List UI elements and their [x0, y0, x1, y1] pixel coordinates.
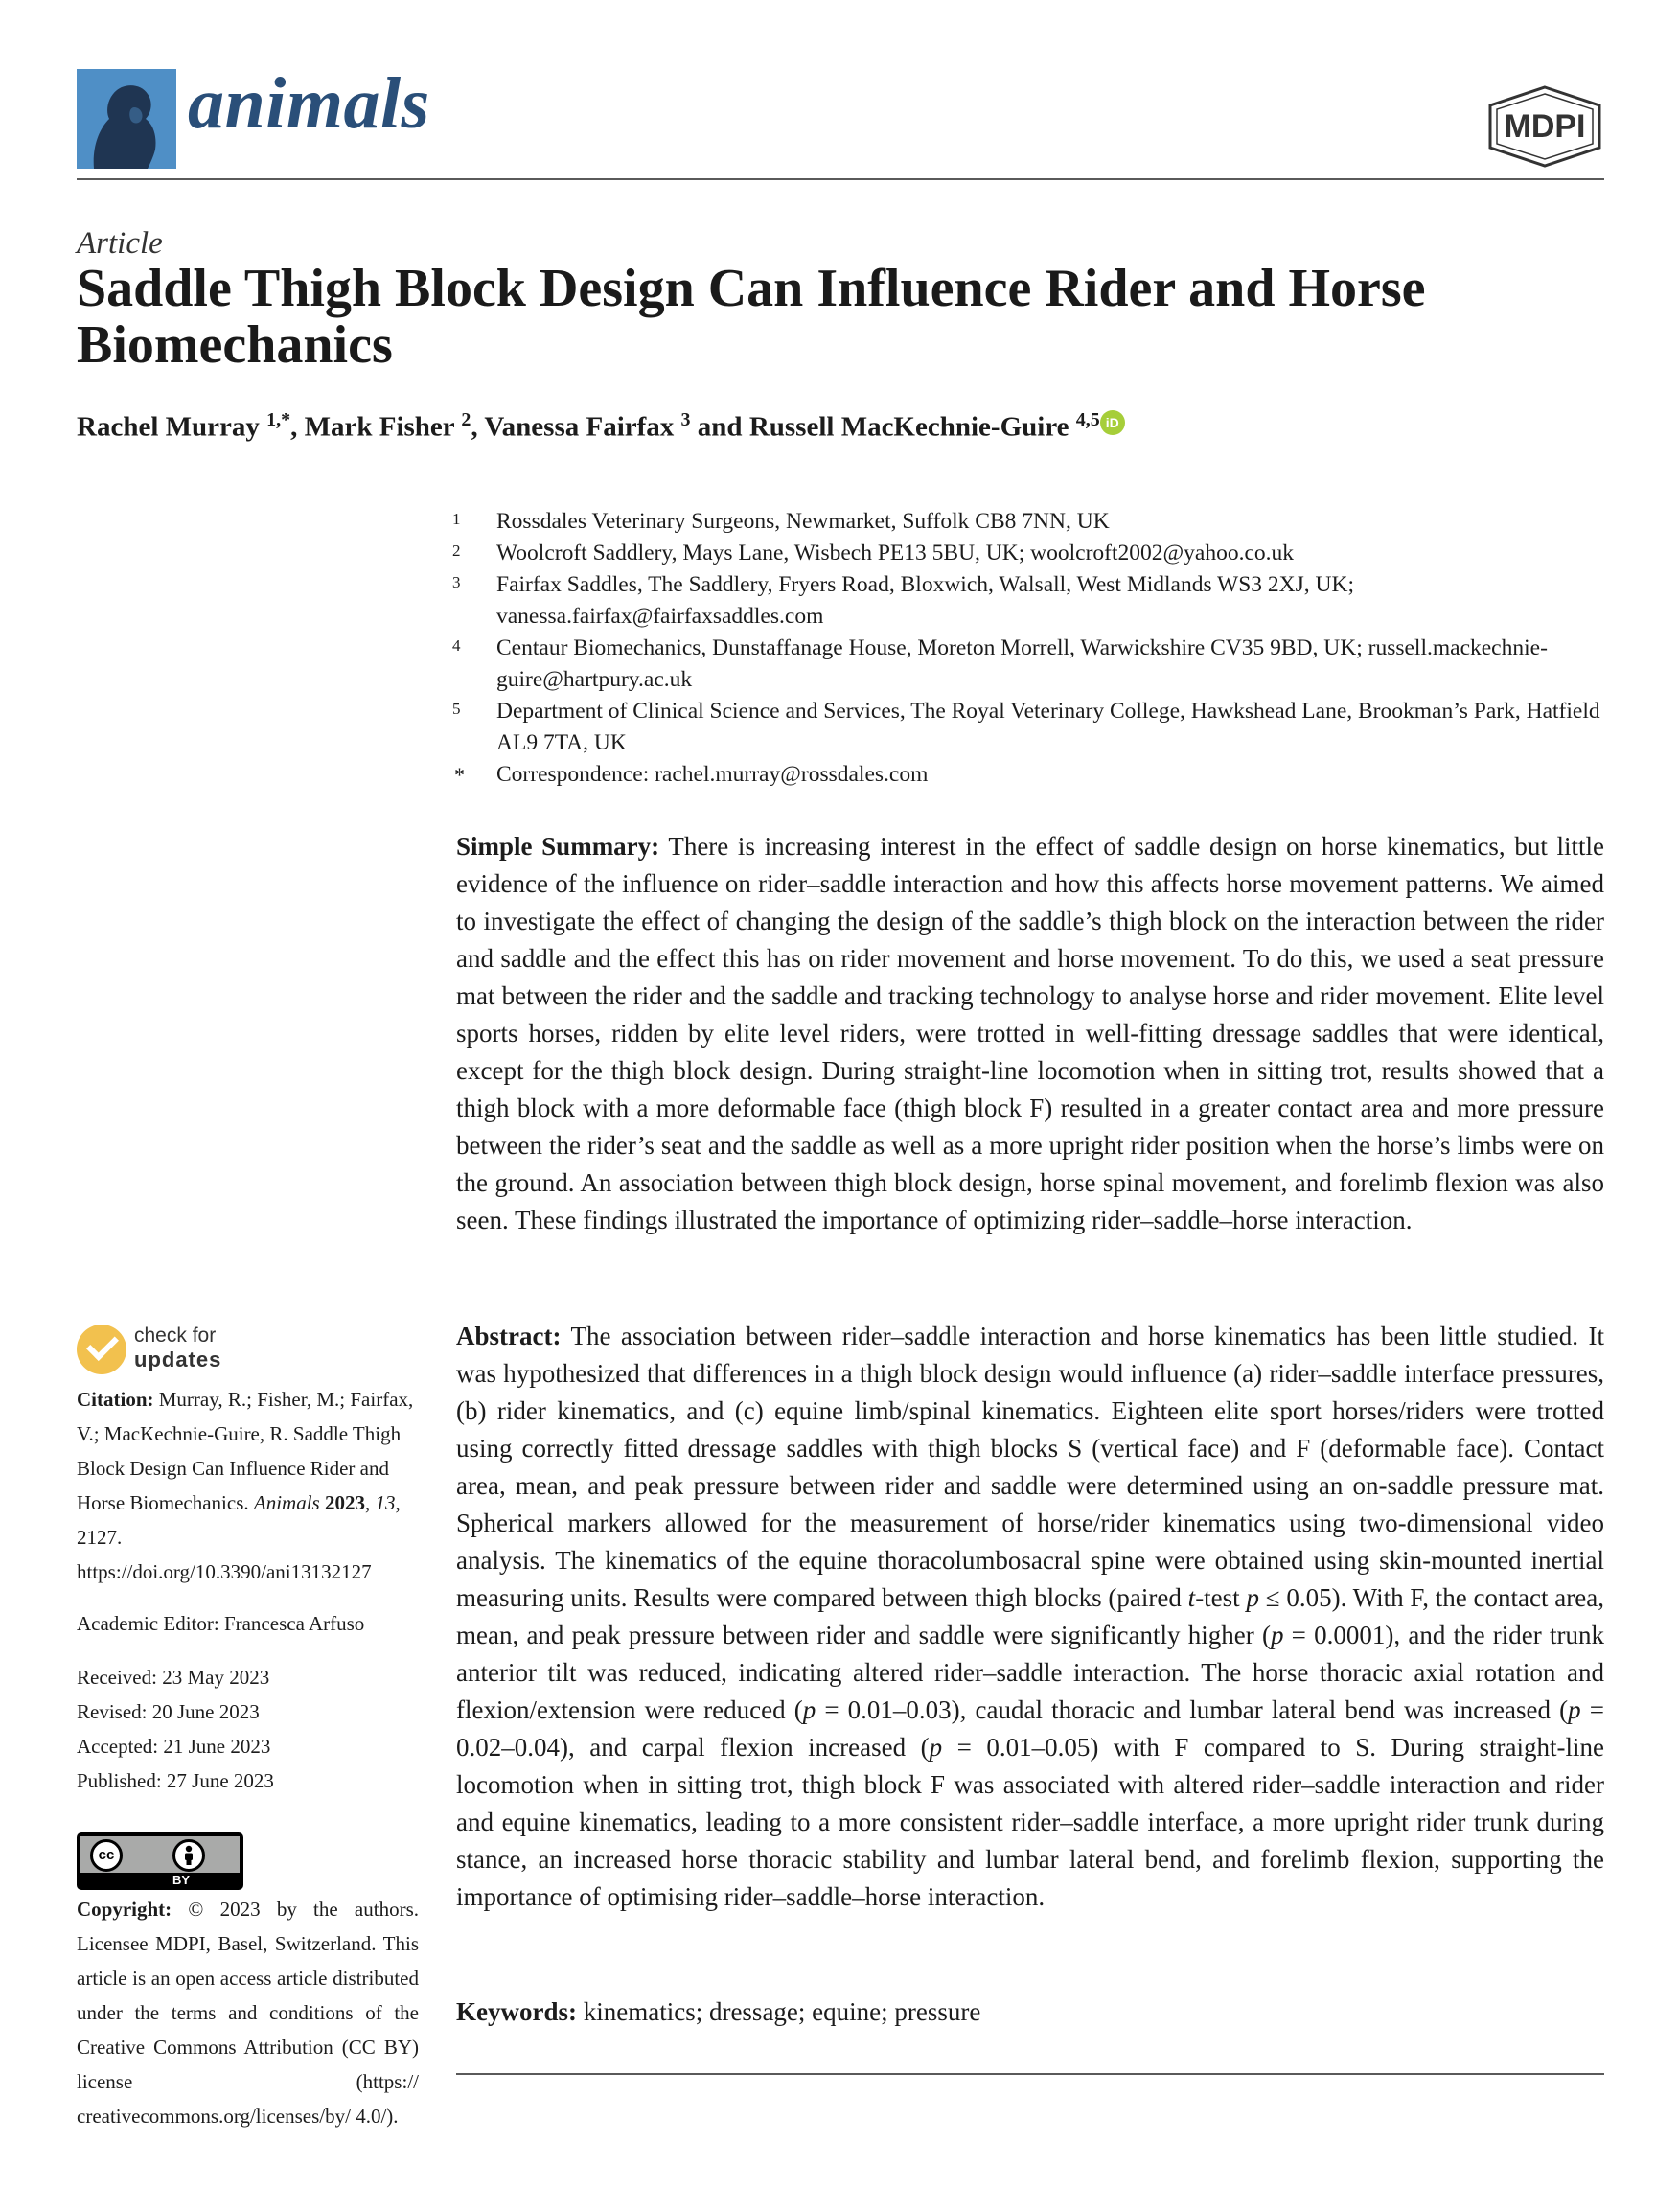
correspondence-text: Correspondence: rachel.murray@rossdales.com — [496, 762, 929, 787]
abstract-italic: t — [1187, 1583, 1196, 1612]
journal-logo — [77, 69, 176, 169]
cc-by-license-badge[interactable] — [77, 1832, 243, 1890]
accepted-date: Accepted: 21 June 2023 — [77, 1735, 271, 1758]
affiliation-text: Rossdales Veterinary Surgeons, Newmarket, Suffolk CB8 7NN, UK — [496, 509, 1110, 534]
abstract-text: = 0.02–0.04), and carpal flexion increased ( — [456, 1695, 1604, 1762]
cc-by-label: BY — [172, 1873, 190, 1887]
citation-journal: Animals — [253, 1491, 320, 1514]
article-type: Article — [77, 226, 163, 261]
citation-text: Murray, R.; Fisher, M.; Fairfax, V.; MacKechnie-Guire, R. Saddle Thigh Block Design Can Influence Rider and Horse Biomechanics. — [77, 1388, 414, 1514]
author-separator: and — [690, 411, 749, 443]
orcid-icon[interactable] — [1100, 410, 1125, 435]
abstract-italic: p — [1270, 1621, 1284, 1649]
affiliations — [450, 506, 1600, 791]
affiliation-number: 1 — [452, 510, 461, 528]
copyright-label: Copyright: — [77, 1898, 172, 1921]
section-divider — [456, 2073, 1604, 2075]
keywords-text: kinematics; dressage; equine; pressure — [583, 1997, 981, 2026]
keywords-label: Keywords: — [456, 1997, 577, 2026]
citation-block: Citation: Murray, R.; Fisher, M.; Fairfax, V.; MacKechnie-Guire, R. Saddle Thigh Block Design Can Influence Rider and Horse Biomechanics. Animals 2023, 13, 2127. https://doi.org/10.3390/ani13132127 — [77, 1388, 414, 1583]
orcid-label: iD — [1105, 415, 1119, 430]
copyright-block — [77, 1892, 419, 2133]
affiliation-text: Woolcroft Saddlery, Mays Lane, Wisbech PE13 5BU, UK; woolcroft2002@yahoo.co.uk — [496, 541, 1295, 565]
simple-summary-label: Simple Summary: — [456, 832, 660, 861]
author-separator: , — [471, 411, 485, 443]
abstract-text: ≤ 0.05). With F, the contact area, mean, and peak pressure between rider and saddle were significantly higher ( — [456, 1583, 1604, 1649]
affiliation-text: Department of Clinical Science and Services, The Royal Veterinary College, Hawkshead Lane, Brookman’s Park, Hatfield AL9 7TA, UK — [496, 699, 1600, 755]
affiliation-number: 5 — [452, 700, 461, 718]
cc-icon: cc — [90, 1839, 123, 1872]
author-list — [77, 408, 1572, 444]
citation-label: Citation: — [77, 1388, 154, 1411]
abstract-italic: p — [1568, 1695, 1581, 1724]
author-affiliation-mark: 4,5 — [1075, 409, 1100, 430]
simple-summary — [456, 828, 1604, 1239]
copyright-text: © 2023 by the authors. Licensee MDPI, Basel, Switzerland. This article is an open access article distributed under the terms and conditions of the Creative Commons Attribution (CC BY) license (https:// creativecommons.org/licenses/by/ 4.0/). — [77, 1898, 419, 2128]
citation-pages: , 2127. — [77, 1491, 401, 1549]
author-name: Russell MacKechnie-Guire — [748, 411, 1070, 443]
affiliation-number: 2 — [452, 541, 461, 560]
author-name: Vanessa Fairfax — [484, 411, 675, 443]
abstract-label: Abstract: — [456, 1322, 562, 1350]
header-divider — [77, 178, 1604, 180]
author-affiliation-mark: 1,* — [266, 409, 291, 430]
simple-summary-text: There is increasing interest in the effect of saddle design on horse kinematics, but little evidence of the influence on rider–saddle interaction and how this affects horse movement patterns. We aimed to investigate the effect of changing the design of the saddle’s thigh block on the interaction between the rider and saddle and the effect this has on rider movement and horse movement. To do this, we used a seat pressure mat between the rider and the saddle and tracking technology to analyse horse and rider movement. Elite level sports horses, ridden by elite level riders, were trotted in well-fitting dressage saddles that were identical, except for the thigh block design. During straight-line locomotion when in sitting trot, results showed that a thigh block with a more deformable face (thigh block F) resulted in a greater contact area and more pressure between the rider’s seat and the saddle as well as a more upright rider position when the horse’s limbs were on the ground. An association between thigh block design, horse spinal movement, and forelimb flexion was also seen. These findings illustrated the importance of optimizing rider–saddle–horse interaction. — [456, 832, 1604, 1234]
author-name: Mark Fisher — [304, 411, 455, 443]
publication-dates — [77, 1660, 419, 1798]
correspondence-mark: * — [454, 763, 465, 787]
abstract-text: -test — [1195, 1583, 1247, 1612]
article-title: Saddle Thigh Block Design Can Influence Rider and Horse Biomechanics — [77, 259, 1426, 376]
author-name: Rachel Murray — [77, 411, 260, 443]
published-date: Published: 27 June 2023 — [77, 1769, 274, 1792]
check-for-label: check for — [134, 1325, 217, 1347]
citation-year: 2023 — [324, 1491, 365, 1514]
publisher-name: MDPI — [1504, 108, 1586, 145]
academic-editor: Academic Editor: Francesca Arfuso — [77, 1612, 365, 1635]
affiliation-text: Fairfax Saddles, The Saddlery, Fryers Road, Bloxwich, Walsall, West Midlands WS3 2XJ, UK; vanessa.fairfax@fairfaxsaddles.com — [496, 572, 1355, 629]
author-affiliation-mark: 2 — [461, 409, 472, 430]
affiliation-item — [450, 506, 1600, 538]
publisher-logo — [1484, 84, 1606, 169]
check-for-updates-badge[interactable] — [77, 1325, 307, 1376]
correspondence — [450, 759, 1600, 791]
abstract-text: = 0.01–0.05) with F compared to S. During straight-line locomotion when in sitting trot, thigh block F was associated with altered rider–saddle interaction and rider and equine kinematics, leading to a more consistent rider–saddle interface, a more upright rider trunk during stance, an increased horse thoracic stability and lumbar lateral bend, and forelimb flexion, supporting the importance of optimising rider–saddle–horse interaction. — [456, 1733, 1605, 1911]
abstract-text: The association between rider–saddle interaction and horse kinematics has been little studied. It was hypothesized that differences in a thigh block design would influence (a) rider–saddle interface pressures, (b) rider kinematics, and (c) equine limb/spinal kinematics. Eighteen elite sport horses/riders were trotted using correctly fitted dressage saddles with thigh blocks S (vertical face) and F (deformable face). Contact area, mean, and peak pressure between rider and saddle were determined using an on-saddle pressure mat. Spherical markers allowed for the measurement of horse/rider kinematics using two-dimensional video analysis. The kinematics of the equine thoracolumbosacral spine were obtained using skin-mounted inertial measuring units. Results were compared between thigh blocks (paired — [456, 1322, 1604, 1612]
journal-name: animals — [188, 63, 430, 144]
affiliation-number: 4 — [452, 636, 461, 655]
affiliation-item — [450, 538, 1600, 569]
affiliation-item — [450, 569, 1600, 633]
affiliation-number: 3 — [452, 573, 461, 591]
keywords — [456, 1993, 1604, 2031]
author-affiliation-mark: 3 — [680, 409, 691, 430]
affiliation-item — [450, 633, 1600, 696]
author-separator: , — [290, 411, 305, 443]
affiliation-text: Centaur Biomechanics, Dunstaffanage House, Moreton Morrell, Warwickshire CV35 9BD, UK; russell.mackechnie-guire@hartpury.ac.uk — [496, 635, 1548, 692]
received-date: Received: 23 May 2023 — [77, 1666, 270, 1689]
attribution-person-icon — [172, 1839, 205, 1872]
monkey-icon — [77, 69, 176, 169]
citation-volume: 13 — [375, 1491, 396, 1514]
abstract-italic: p — [929, 1733, 943, 1762]
affiliation-item — [450, 696, 1600, 759]
citation-doi-link[interactable]: https://doi.org/10.3390/ani13132127 — [77, 1560, 372, 1583]
abstract-italic: p — [802, 1695, 816, 1724]
abstract-italic: p — [1246, 1583, 1259, 1612]
revised-date: Revised: 20 June 2023 — [77, 1700, 260, 1723]
abstract-text: = 0.01–0.03), caudal thoracic and lumbar lateral bend was increased ( — [816, 1695, 1569, 1724]
abstract — [456, 1318, 1604, 1916]
abstract-text: = 0.0001), and the rider trunk anterior tilt was reduced, indicating altered rider–saddle interaction. The horse thoracic axial rotation and flexion/extension were reduced ( — [456, 1621, 1604, 1724]
updates-label: updates — [134, 1348, 222, 1371]
check-circle-icon — [77, 1325, 126, 1374]
